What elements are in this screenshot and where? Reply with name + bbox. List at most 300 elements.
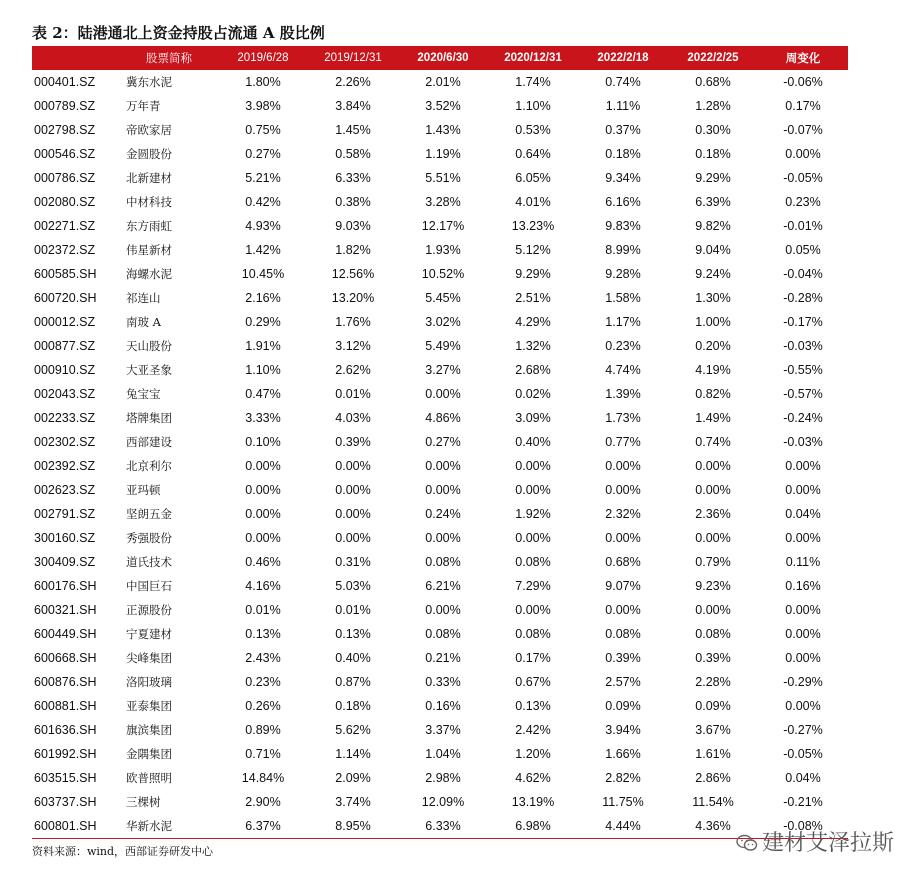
val-2020-12-31-cell: 0.00% <box>515 459 551 473</box>
table-row <box>32 550 848 574</box>
val-2019-6-28-cell: 0.89% <box>245 723 281 737</box>
val-2019-12-31-cell: 9.03% <box>335 219 371 233</box>
val-2022-2-25-cell: 4.36% <box>668 814 758 839</box>
stock-name-cell: 亚玛顿 <box>126 483 161 497</box>
val-2020-12-31-cell: 0.40% <box>515 435 551 449</box>
stock-name-cell: 秀强股份 <box>126 531 172 545</box>
table-row <box>32 358 848 382</box>
header-2019-12-31: 2019/12/31 <box>308 46 398 70</box>
val-2020-6-30-cell: 3.28% <box>425 195 461 209</box>
val-2022-2-25-cell: 0.00% <box>695 459 731 473</box>
val-2020-6-30-cell: 0.08% <box>425 627 461 641</box>
table-row <box>32 118 848 142</box>
val-2019-6-28-cell: 3.33% <box>245 411 281 425</box>
table-row <box>32 406 848 430</box>
table-row <box>32 574 848 598</box>
stock-name-cell: 亚泰集团 <box>126 699 172 713</box>
val-2020-6-30-cell: 5.49% <box>425 339 461 353</box>
val-2022-2-25-cell: 1.00% <box>695 315 731 329</box>
val-2020-12-31-cell: 2.51% <box>515 291 551 305</box>
val-2022-2-18-cell: 11.75% <box>602 795 644 809</box>
val-2022-2-25-cell: 0.00% <box>695 603 731 617</box>
val-2020-12-31-cell: 2.42% <box>515 723 551 737</box>
val-2019-12-31-cell: 0.40% <box>335 651 371 665</box>
val-2022-2-25-cell: 0.39% <box>695 651 731 665</box>
stock-code-cell: 603737.SH <box>34 795 97 809</box>
stock-name-cell: 欧普照明 <box>126 771 172 785</box>
val-2022-2-18-cell: 0.77% <box>605 435 641 449</box>
val-2022-2-18-cell: 3.94% <box>605 723 641 737</box>
val-2022-2-18-cell: 0.39% <box>605 651 641 665</box>
stock-code-cell: 002271.SZ <box>34 219 96 233</box>
weekly-change-cell: -0.05% <box>783 747 823 761</box>
weekly-change-cell: 0.00% <box>785 147 821 161</box>
val-2019-6-28-cell: 2.43% <box>245 651 281 665</box>
table-row <box>32 430 848 454</box>
table-row <box>32 646 848 670</box>
stock-code-cell: 002623.SZ <box>34 483 96 497</box>
stock-code-cell: 002233.SZ <box>34 411 96 425</box>
stock-code-cell: 002392.SZ <box>34 459 96 473</box>
table-row <box>32 166 848 190</box>
val-2019-12-31-cell: 0.31% <box>335 555 371 569</box>
header-name: 股票简称 <box>120 46 218 70</box>
table-row <box>32 190 848 214</box>
val-2022-2-25-cell: 1.28% <box>695 99 731 113</box>
val-2020-12-31-cell: 0.08% <box>515 627 551 641</box>
val-2019-6-28-cell: 2.16% <box>245 291 281 305</box>
val-2019-12-31-cell: 0.58% <box>335 147 371 161</box>
val-2019-6-28-cell: 0.27% <box>245 147 281 161</box>
val-2020-12-31-cell: 1.92% <box>515 507 551 521</box>
val-2022-2-18-cell: 1.11% <box>605 99 641 113</box>
val-2019-12-31-cell: 13.20% <box>331 291 375 305</box>
val-2020-12-31-cell: 1.32% <box>515 339 551 353</box>
val-2019-12-31-cell: 0.00% <box>335 459 371 473</box>
stock-code-cell: 600876.SH <box>34 675 97 689</box>
val-2019-6-28-cell: 2.90% <box>245 795 281 809</box>
val-2019-6-28-cell: 4.16% <box>245 579 281 593</box>
stock-code-cell: 300409.SZ <box>34 555 96 569</box>
val-2020-12-31-cell: 2.68% <box>515 363 551 377</box>
stock-code-cell: 601992.SH <box>34 747 97 761</box>
weekly-change-cell: 0.04% <box>785 507 821 521</box>
stock-name-cell: 金圆股份 <box>126 147 172 161</box>
header-2022-2-25: 2022/2/25 <box>668 46 758 70</box>
val-2019-12-31-cell: 12.56% <box>331 267 375 281</box>
stock-name-cell: 伟星新材 <box>126 243 172 257</box>
table-row <box>32 622 848 646</box>
table-row <box>32 454 848 478</box>
weekly-change-cell: -0.57% <box>783 387 823 401</box>
val-2020-12-31-cell: 1.10% <box>515 99 551 113</box>
val-2020-12-31-cell: 5.12% <box>515 243 551 257</box>
val-2019-12-31-cell: 5.03% <box>335 579 371 593</box>
table-row <box>32 310 848 334</box>
val-2022-2-18-cell: 0.18% <box>605 147 641 161</box>
weekly-change-cell: 0.00% <box>785 651 821 665</box>
val-2022-2-25-cell: 11.54% <box>692 795 734 809</box>
val-2020-6-30-cell: 10.52% <box>421 267 465 281</box>
stock-name-cell: 坚朗五金 <box>126 507 172 521</box>
table-header-row <box>32 46 848 70</box>
val-2019-12-31-cell: 8.95% <box>308 814 398 839</box>
val-2020-12-31-cell: 4.01% <box>515 195 551 209</box>
val-2019-12-31-cell: 1.82% <box>335 243 371 257</box>
weekly-change-cell: 0.17% <box>785 99 821 113</box>
val-2022-2-25-cell: 0.18% <box>695 147 731 161</box>
table-row <box>32 238 848 262</box>
val-2020-6-30-cell: 1.04% <box>425 747 461 761</box>
stock-code-cell: 600801.SH <box>32 814 120 839</box>
stock-name-cell: 南玻 A <box>126 315 161 329</box>
val-2020-6-30-cell: 6.21% <box>425 579 461 593</box>
val-2019-6-28-cell: 5.21% <box>245 171 281 185</box>
val-2022-2-18-cell: 0.37% <box>605 123 641 137</box>
val-2019-6-28-cell: 0.46% <box>245 555 281 569</box>
val-2022-2-18-cell: 0.23% <box>605 339 641 353</box>
val-2022-2-18-cell: 2.32% <box>605 507 641 521</box>
val-2022-2-25-cell: 9.29% <box>695 171 731 185</box>
val-2019-6-28-cell: 0.23% <box>245 675 281 689</box>
stock-name-cell: 旗滨集团 <box>126 723 172 737</box>
val-2020-6-30-cell: 1.43% <box>425 123 461 137</box>
val-2022-2-18-cell: 1.66% <box>605 747 641 761</box>
val-2019-6-28-cell: 1.80% <box>245 75 281 89</box>
wechat-icon <box>736 834 758 852</box>
header-2020-6-30: 2020/6/30 <box>398 46 488 70</box>
val-2022-2-18-cell: 4.44% <box>578 814 668 839</box>
stock-code-cell: 000877.SZ <box>34 339 96 353</box>
val-2022-2-25-cell: 0.74% <box>695 435 731 449</box>
val-2022-2-25-cell: 1.61% <box>695 747 731 761</box>
stock-code-cell: 002043.SZ <box>34 387 96 401</box>
val-2020-6-30-cell: 0.27% <box>425 435 461 449</box>
val-2020-6-30-cell: 2.98% <box>425 771 461 785</box>
val-2022-2-18-cell: 1.17% <box>605 315 641 329</box>
weekly-change-cell: 0.04% <box>785 771 821 785</box>
stock-code-cell: 000786.SZ <box>34 171 96 185</box>
val-2020-12-31-cell: 0.00% <box>515 483 551 497</box>
stock-code-cell: 000910.SZ <box>34 363 96 377</box>
stock-code-cell: 300160.SZ <box>34 531 96 545</box>
val-2020-6-30-cell: 3.37% <box>425 723 461 737</box>
val-2020-12-31-cell: 0.17% <box>515 651 551 665</box>
val-2022-2-25-cell: 0.79% <box>695 555 731 569</box>
weekly-change-cell: -0.05% <box>783 171 823 185</box>
stock-name-cell: 兔宝宝 <box>126 387 161 401</box>
val-2020-12-31-cell: 7.29% <box>515 579 551 593</box>
val-2019-6-28-cell: 4.93% <box>245 219 281 233</box>
val-2019-12-31-cell: 1.76% <box>335 315 371 329</box>
header-weekly-change: 周变化 <box>758 46 848 70</box>
val-2022-2-18-cell: 9.28% <box>605 267 641 281</box>
val-2019-12-31-cell: 0.39% <box>335 435 371 449</box>
stock-code-cell: 000012.SZ <box>34 315 96 329</box>
stock-code-cell: 600321.SH <box>34 603 97 617</box>
table-row <box>32 286 848 310</box>
val-2022-2-18-cell: 0.09% <box>605 699 641 713</box>
stock-code-cell: 600585.SH <box>34 267 97 281</box>
val-2019-6-28-cell: 0.71% <box>245 747 281 761</box>
table-row <box>32 142 848 166</box>
table-row <box>32 94 848 118</box>
table-row <box>32 598 848 622</box>
weekly-change-cell: 0.05% <box>785 243 821 257</box>
table-row <box>32 814 848 839</box>
weekly-change-cell: -0.04% <box>783 267 823 281</box>
table-row <box>32 790 848 814</box>
stock-name-cell: 华新水泥 <box>120 814 218 839</box>
val-2019-12-31-cell: 3.74% <box>335 795 371 809</box>
weekly-change-cell: -0.17% <box>783 315 823 329</box>
table-row <box>32 334 848 358</box>
val-2022-2-18-cell: 0.74% <box>605 75 641 89</box>
val-2020-6-30-cell: 1.19% <box>425 147 461 161</box>
table-row <box>32 718 848 742</box>
val-2022-2-25-cell: 9.23% <box>695 579 731 593</box>
weekly-change-cell: -0.24% <box>783 411 823 425</box>
stock-name-cell: 北新建材 <box>126 171 172 185</box>
val-2022-2-18-cell: 0.00% <box>605 531 641 545</box>
val-2022-2-18-cell: 9.34% <box>605 171 641 185</box>
val-2019-6-28-cell: 0.26% <box>245 699 281 713</box>
val-2019-6-28-cell: 0.00% <box>245 483 281 497</box>
val-2019-6-28-cell: 0.29% <box>245 315 281 329</box>
val-2022-2-25-cell: 0.08% <box>695 627 731 641</box>
val-2020-6-30-cell: 0.00% <box>425 483 461 497</box>
stock-name-cell: 冀东水泥 <box>126 75 172 89</box>
table-row <box>32 214 848 238</box>
weekly-change-cell: -0.27% <box>783 723 823 737</box>
stock-code-cell: 603515.SH <box>34 771 97 785</box>
val-2020-12-31-cell: 0.02% <box>515 387 551 401</box>
val-2022-2-25-cell: 2.28% <box>695 675 731 689</box>
val-2022-2-25-cell: 1.49% <box>695 411 731 425</box>
val-2019-12-31-cell: 0.18% <box>335 699 371 713</box>
val-2020-6-30-cell: 12.09% <box>421 795 465 809</box>
val-2019-6-28-cell: 0.00% <box>245 459 281 473</box>
val-2020-6-30-cell: 0.16% <box>425 699 461 713</box>
val-2019-12-31-cell: 2.62% <box>335 363 371 377</box>
stock-name-cell: 祁连山 <box>126 291 161 305</box>
val-2019-12-31-cell: 0.01% <box>335 387 371 401</box>
val-2022-2-25-cell: 9.82% <box>695 219 731 233</box>
header-2022-2-18: 2022/2/18 <box>578 46 668 70</box>
val-2019-6-28-cell: 1.10% <box>245 363 281 377</box>
val-2020-12-31-cell: 1.20% <box>515 747 551 761</box>
val-2022-2-18-cell: 1.58% <box>605 291 641 305</box>
weekly-change-cell: 0.11% <box>785 555 821 569</box>
val-2020-6-30-cell: 2.01% <box>425 75 461 89</box>
weekly-change-cell: -0.07% <box>783 123 823 137</box>
stock-name-cell: 帝欧家居 <box>126 123 172 137</box>
val-2020-12-31-cell: 9.29% <box>515 267 551 281</box>
stock-code-cell: 002791.SZ <box>34 507 96 521</box>
weekly-change-cell: 0.00% <box>785 459 821 473</box>
val-2022-2-25-cell: 9.04% <box>695 243 731 257</box>
val-2020-6-30-cell: 0.00% <box>425 387 461 401</box>
weekly-change-cell: 0.23% <box>785 195 821 209</box>
table-row <box>32 262 848 286</box>
val-2019-12-31-cell: 3.84% <box>335 99 371 113</box>
stock-code-cell: 600668.SH <box>34 651 97 665</box>
stock-code-cell: 000546.SZ <box>34 147 96 161</box>
val-2019-6-28-cell: 6.37% <box>218 814 308 839</box>
stock-name-cell: 正源股份 <box>126 603 172 617</box>
val-2019-12-31-cell: 1.45% <box>335 123 371 137</box>
val-2020-12-31-cell: 3.09% <box>515 411 551 425</box>
val-2022-2-18-cell: 2.82% <box>605 771 641 785</box>
val-2020-6-30-cell: 4.86% <box>425 411 461 425</box>
val-2022-2-18-cell: 9.07% <box>605 579 641 593</box>
val-2020-12-31-cell: 0.64% <box>515 147 551 161</box>
weekly-change-cell: -0.29% <box>783 675 823 689</box>
val-2019-12-31-cell: 6.33% <box>335 171 371 185</box>
weekly-change-cell: 0.00% <box>785 699 821 713</box>
weekly-change-cell: -0.06% <box>783 75 823 89</box>
val-2019-12-31-cell: 3.12% <box>335 339 371 353</box>
watermark <box>736 826 894 857</box>
weekly-change-cell: -0.21% <box>783 795 823 809</box>
val-2022-2-18-cell: 0.00% <box>605 603 641 617</box>
stock-name-cell: 海螺水泥 <box>126 267 172 281</box>
val-2019-12-31-cell: 2.09% <box>335 771 371 785</box>
val-2019-12-31-cell: 0.00% <box>335 483 371 497</box>
weekly-change-cell: -0.01% <box>783 219 823 233</box>
val-2019-12-31-cell: 2.26% <box>335 75 371 89</box>
val-2019-12-31-cell: 0.00% <box>335 507 371 521</box>
val-2020-12-31-cell: 4.29% <box>515 315 551 329</box>
weekly-change-cell: -0.55% <box>783 363 823 377</box>
stock-code-cell: 600720.SH <box>34 291 97 305</box>
stock-name-cell: 天山股份 <box>126 339 172 353</box>
val-2020-12-31-cell: 13.19% <box>511 795 555 809</box>
val-2022-2-25-cell: 0.20% <box>695 339 731 353</box>
val-2020-6-30-cell: 0.33% <box>425 675 461 689</box>
val-2019-6-28-cell: 0.10% <box>245 435 281 449</box>
val-2020-12-31-cell: 0.00% <box>515 603 551 617</box>
stock-code-cell: 000401.SZ <box>34 75 96 89</box>
val-2022-2-18-cell: 6.16% <box>605 195 641 209</box>
weekly-change-cell: 0.16% <box>785 579 821 593</box>
val-2020-6-30-cell: 5.45% <box>425 291 461 305</box>
stock-code-cell: 600881.SH <box>34 699 97 713</box>
val-2022-2-18-cell: 0.68% <box>605 555 641 569</box>
val-2020-6-30-cell: 0.21% <box>425 651 461 665</box>
val-2020-12-31-cell: 4.62% <box>515 771 551 785</box>
val-2022-2-18-cell: 9.83% <box>605 219 641 233</box>
stock-code-cell: 002302.SZ <box>34 435 96 449</box>
stock-name-cell: 宁夏建材 <box>126 627 172 641</box>
stock-name-cell: 西部建设 <box>126 435 172 449</box>
val-2020-12-31-cell: 6.05% <box>515 171 551 185</box>
stock-code-cell: 002798.SZ <box>34 123 96 137</box>
header-2020-12-31: 2020/12/31 <box>488 46 578 70</box>
stock-name-cell: 三棵树 <box>126 795 161 809</box>
val-2020-6-30-cell: 0.24% <box>425 507 461 521</box>
val-2022-2-25-cell: 6.39% <box>695 195 731 209</box>
weekly-change-cell: -0.03% <box>783 435 823 449</box>
val-2019-6-28-cell: 0.01% <box>245 603 281 617</box>
stock-name-cell: 中材科技 <box>126 195 172 209</box>
stock-name-cell: 中国巨石 <box>126 579 172 593</box>
val-2020-6-30-cell: 3.02% <box>425 315 461 329</box>
val-2022-2-18-cell: 1.73% <box>605 411 641 425</box>
val-2020-12-31-cell: 6.98% <box>488 814 578 839</box>
val-2019-6-28-cell: 0.42% <box>245 195 281 209</box>
stock-code-cell: 600176.SH <box>34 579 97 593</box>
stock-code-cell: 600449.SH <box>34 627 97 641</box>
header-2019-6-28: 2019/6/28 <box>218 46 308 70</box>
val-2022-2-25-cell: 2.36% <box>695 507 731 521</box>
val-2019-12-31-cell: 1.14% <box>335 747 371 761</box>
val-2019-6-28-cell: 0.47% <box>245 387 281 401</box>
header-code <box>32 46 120 70</box>
val-2020-6-30-cell: 0.00% <box>425 459 461 473</box>
val-2022-2-18-cell: 1.39% <box>605 387 641 401</box>
stock-name-cell: 塔牌集团 <box>126 411 172 425</box>
val-2019-6-28-cell: 14.84% <box>241 771 285 785</box>
weekly-change-cell: 0.00% <box>785 627 821 641</box>
val-2020-12-31-cell: 0.67% <box>515 675 551 689</box>
val-2019-12-31-cell: 0.13% <box>335 627 371 641</box>
stock-name-cell: 东方雨虹 <box>126 219 172 233</box>
weekly-change-cell: -0.03% <box>783 339 823 353</box>
table-row <box>32 526 848 550</box>
val-2019-6-28-cell: 1.42% <box>245 243 281 257</box>
val-2019-6-28-cell: 0.13% <box>245 627 281 641</box>
val-2022-2-25-cell: 4.19% <box>695 363 731 377</box>
table-title: 表 2：陆港通北上资金持股占流通 A 股比例 <box>32 24 325 42</box>
source-note: 资料来源：wind，西部证券研发中心 <box>32 845 214 858</box>
weekly-change-cell: 0.00% <box>785 531 821 545</box>
val-2022-2-25-cell: 0.68% <box>695 75 731 89</box>
val-2020-6-30-cell: 0.08% <box>425 555 461 569</box>
val-2019-12-31-cell: 0.00% <box>335 531 371 545</box>
val-2022-2-25-cell: 2.86% <box>695 771 731 785</box>
val-2020-6-30-cell: 3.52% <box>425 99 461 113</box>
stock-name-cell: 金隅集团 <box>126 747 172 761</box>
val-2020-6-30-cell: 12.17% <box>421 219 465 233</box>
val-2022-2-25-cell: 0.30% <box>695 123 731 137</box>
stock-name-cell: 尖峰集团 <box>126 651 172 665</box>
table-row <box>32 478 848 502</box>
table-row <box>32 766 848 790</box>
stock-name-cell: 洛阳玻璃 <box>126 675 172 689</box>
val-2020-6-30-cell: 6.33% <box>398 814 488 839</box>
val-2020-6-30-cell: 0.00% <box>425 603 461 617</box>
weekly-change-cell: -0.08% <box>758 814 848 839</box>
stock-code-cell: 000789.SZ <box>34 99 96 113</box>
stock-code-cell: 601636.SH <box>34 723 97 737</box>
val-2022-2-18-cell: 4.74% <box>605 363 641 377</box>
val-2022-2-25-cell: 0.82% <box>695 387 731 401</box>
table-row <box>32 742 848 766</box>
val-2022-2-25-cell: 0.00% <box>695 531 731 545</box>
val-2022-2-25-cell: 0.09% <box>695 699 731 713</box>
table-row <box>32 502 848 526</box>
stock-name-cell: 万年青 <box>126 99 161 113</box>
val-2022-2-25-cell: 1.30% <box>695 291 731 305</box>
watermark-text: 建材艾泽拉斯 <box>761 831 894 856</box>
val-2020-6-30-cell: 3.27% <box>425 363 461 377</box>
val-2022-2-25-cell: 0.00% <box>695 483 731 497</box>
val-2022-2-25-cell: 9.24% <box>695 267 731 281</box>
val-2022-2-18-cell: 8.99% <box>605 243 641 257</box>
val-2019-6-28-cell: 1.91% <box>245 339 281 353</box>
val-2019-12-31-cell: 4.03% <box>335 411 371 425</box>
